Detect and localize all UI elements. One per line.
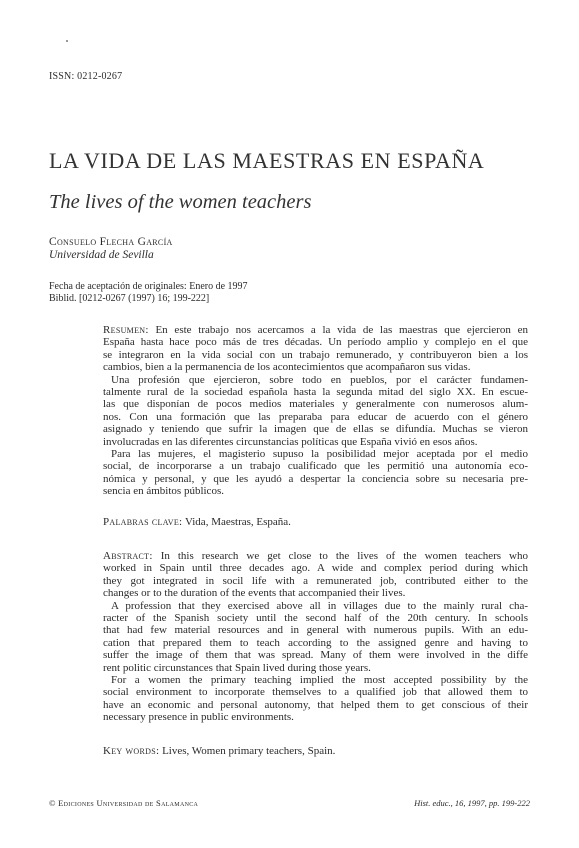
- resumen-label: Resumen:: [103, 324, 149, 336]
- resumen-line: asignado y teniendo que sufrir la imagen que de ellas se difundía. Muchas se vieron: [103, 423, 528, 436]
- article-subtitle: The lives of the women teachers: [49, 191, 312, 213]
- resumen-line: nómica y personal, y que les ayudó a despertar la conciencia sobre su necesaria pre-: [103, 472, 528, 485]
- abstract-line: A profession that they exercised above all in villages due to the mainly rural cha-: [111, 599, 528, 612]
- resumen-line: sencia en ámbitos públicos.: [103, 485, 224, 498]
- abstract-line: For a women the primary teaching implied the most accepted possibility by the: [111, 674, 528, 687]
- footer-publisher: © Ediciones Universidad de Salamanca: [49, 798, 199, 808]
- article-title: LA VIDA DE LAS MAESTRAS EN ESPAÑA: [49, 148, 485, 173]
- resumen-line: España hasta hace poco más de tres décadas. Un período amplio y complejo en el que: [103, 336, 528, 349]
- key-words-label: Key words:: [103, 745, 160, 757]
- abstract-line: changes or to the duration of the events that accompanied their lives.: [103, 587, 406, 600]
- issn-line: ISSN: 0212-0267: [49, 71, 123, 82]
- resumen-section: [103, 324, 528, 498]
- key-words-text: Lives, Women primary teachers, Spain.: [162, 745, 336, 757]
- palabras-clave-text: Vida, Maestras, España.: [184, 516, 291, 528]
- author-name: Consuelo Flecha García: [49, 236, 173, 248]
- resumen-line: involucradas en las diferentes circunstancias políticas que España vivió en esos años.: [103, 435, 478, 448]
- resumen-line: Una profesión que ejercieron, sobre todo en pueblos, por el carácter fundamen-: [111, 373, 528, 386]
- palabras-clave-label: Palabras clave:: [103, 516, 183, 528]
- abstract-line: they got integrated in socil life with a remunerated job, contributed either to the: [103, 574, 528, 587]
- author-affiliation: Universidad de Sevilla: [49, 249, 154, 261]
- abstract-line: racter of the Spanish society until the second half of the 20th century. In schools: [103, 612, 528, 625]
- key-words: [103, 745, 528, 757]
- biblid: Biblid. [0212-0267 (1997) 16; 199-222]: [49, 293, 210, 304]
- palabras-clave: [103, 516, 528, 528]
- abstract-line: suffer the image of them that was spread. Many of them were involved in the diffe: [103, 649, 528, 662]
- abstract-line: necessary presence in public environments.: [103, 711, 294, 724]
- resumen-line: Para las mujeres, el magisterio supuso la posibilidad mejor aceptada por el medio: [111, 448, 528, 461]
- resumen-line: las que disponían de pocos medios materiales y generalmente con numerosos alum-: [103, 398, 528, 411]
- resumen-line: social, de incorporarse a un trabajo cualificado que les permitió una autonomía eco-: [103, 460, 528, 473]
- abstract-label: Abstract:: [103, 550, 153, 562]
- footer-citation: Hist. educ., 16, 1997, pp. 199-222: [414, 798, 530, 808]
- abstract-line: have an economic and personal autonomy, that helped them to get conscious of their: [103, 698, 528, 711]
- abstract-line: Abstract: In this research we get close to the lives of the women teachers who: [103, 550, 528, 562]
- abstract-line: cation that prepared them to teach according to the assigned genre and having to: [103, 636, 528, 649]
- resumen-line: cambios, bien a la permanencia de los acontecimientos que acompañaron sus vidas.: [103, 361, 471, 374]
- acceptance-date: Fecha de aceptación de originales: Enero de 1997: [49, 281, 248, 292]
- abstract-line: rent politic circunstances that Spain lived during those years.: [103, 661, 371, 674]
- resumen-line: Resumen: En este trabajo nos acercamos a la vida de las maestras que ejercieron en: [103, 324, 528, 336]
- resumen-line: se integraron en la vida social con un trabajo remunerado, y contribuyeron bien a los: [103, 348, 528, 361]
- scan-mark: [66, 40, 68, 42]
- resumen-line: talmente rural de la sociedad española hasta la segunda mitad del siglo XX. En escue-: [103, 386, 528, 399]
- abstract-section: [103, 550, 528, 724]
- abstract-line: that had few material resources and in general with numerous pupils. With an edu-: [103, 624, 528, 637]
- resumen-line: nos. Con una formación que las preparaba para educar de acuerdo con el género: [103, 410, 528, 423]
- abstract-line: social environment to incorporate themselves to a qualified job that allowed them to: [103, 686, 528, 699]
- abstract-line: worked in Spain until three decades ago. A wide and complex period during which: [103, 562, 528, 575]
